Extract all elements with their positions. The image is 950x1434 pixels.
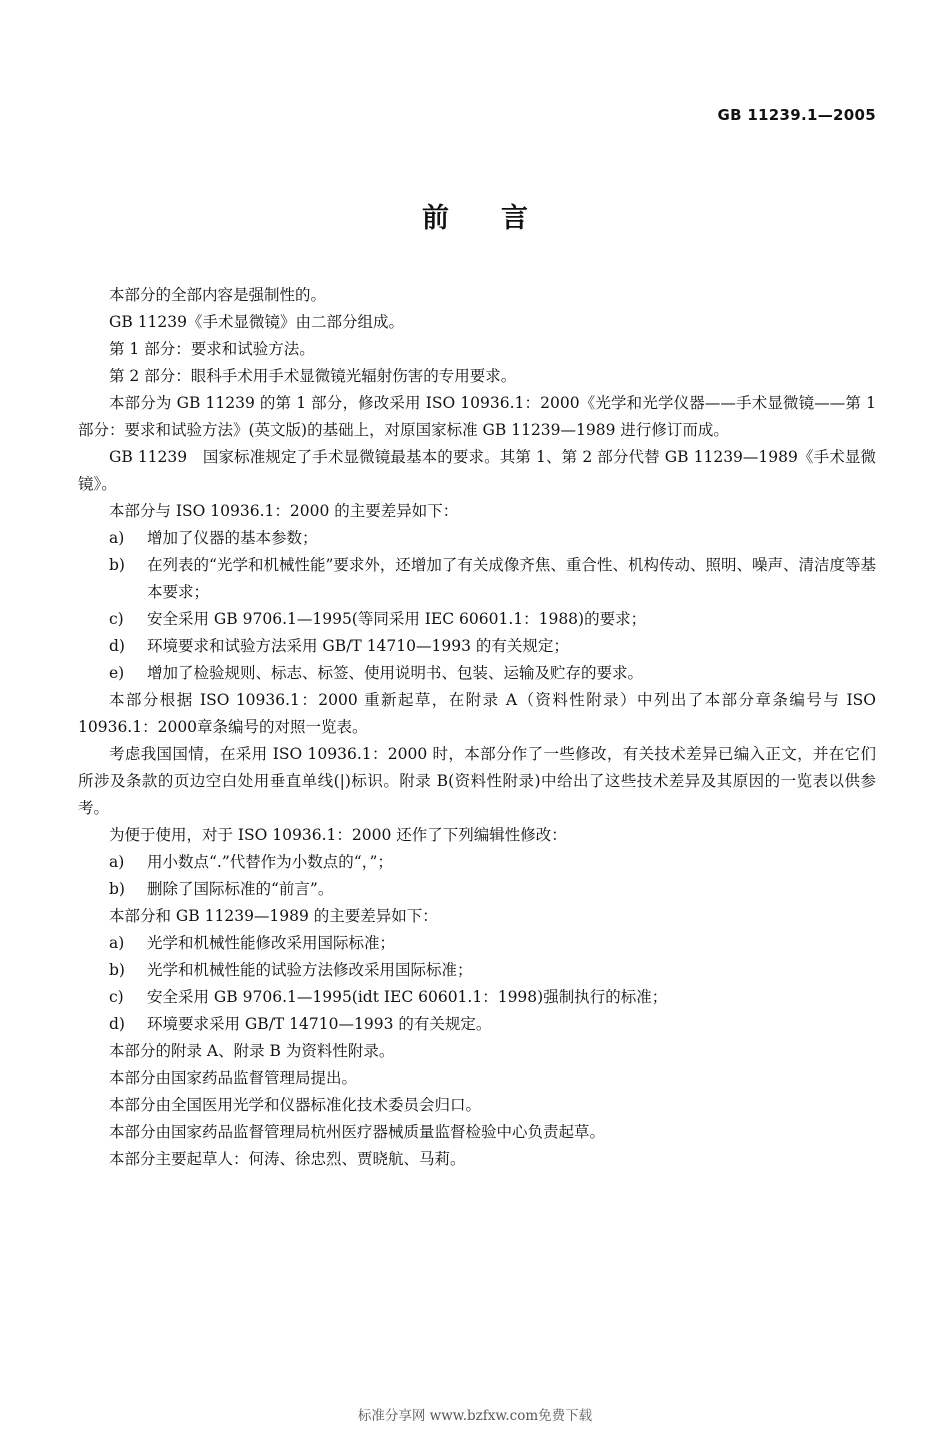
list-item-text: 光学和机械性能修改采用国际标准； — [147, 934, 396, 952]
list-marker: a) — [109, 934, 125, 952]
list-item-text: 安全采用 GB 9706.1—1995(idt IEC 60601.1：1998)强制执行的标准； — [147, 988, 668, 1006]
list-marker: b) — [109, 961, 125, 979]
list-item — [78, 876, 876, 903]
paragraph: 第 1 部分：要求和试验方法。 — [109, 340, 315, 358]
list-marker: e) — [109, 664, 125, 682]
list-item — [78, 930, 876, 957]
paragraph: GB 11239《手术显微镜》由二部分组成。 — [109, 313, 405, 331]
paragraph: GB 11239 国家标准规定了手术显微镜最基本的要求。其第 1、第 2 部分代替 GB 11239—1989《手术显微镜》。 — [78, 448, 876, 493]
list-marker: a) — [109, 529, 125, 547]
list-item — [78, 552, 876, 606]
paragraph: 本部分与 ISO 10936.1：2000 的主要差异如下： — [109, 502, 459, 520]
list-marker: d) — [109, 1015, 125, 1033]
list-marker: b) — [109, 556, 125, 574]
list-marker: b) — [109, 880, 125, 898]
list-item-text: 用小数点“.”代替作为小数点的“，”； — [147, 853, 393, 871]
foreword-body — [78, 282, 876, 1173]
paragraph: 本部分为 GB 11239 的第 1 部分，修改采用 ISO 10936.1：2000《光学和光学仪器——手术显微镜——第 1 部分：要求和试验方法》(英文版)的基础上，对原国家标准 GB 11239—1989 进行修订而成。 — [78, 394, 876, 439]
list-item — [78, 606, 876, 633]
list-item — [78, 1011, 876, 1038]
list-item-text: 增加了仪器的基本参数； — [147, 529, 318, 547]
standard-code: GB 11239.1—2005 — [717, 106, 876, 124]
list-item-text: 删除了国际标准的“前言”。 — [147, 880, 334, 898]
list-item-text: 安全采用 GB 9706.1—1995(等同采用 IEC 60601.1：1988)的要求； — [147, 610, 647, 628]
list-item-text: 在列表的“光学和机械性能”要求外，还增加了有关成像齐焦、重合性、机构传动、照明、噪声、清洁度等基本要求； — [147, 556, 876, 601]
paragraph: 本部分根据 ISO 10936.1：2000 重新起草，在附录 A（资料性附录）中列出了本部分章条编号与 ISO 10936.1：2000章条编号的对照一览表。 — [78, 691, 876, 736]
list-marker: a) — [109, 853, 125, 871]
paragraph: 本部分由全国医用光学和仪器标准化技术委员会归口。 — [109, 1096, 482, 1114]
list-item — [78, 984, 876, 1011]
footer-watermark[interactable]: 标准分享网 www.bzfxw.com免费下载 — [357, 1408, 593, 1424]
paragraph: 本部分的全部内容是强制性的。 — [109, 286, 327, 304]
list-item-text: 环境要求采用 GB/T 14710—1993 的有关规定。 — [147, 1015, 492, 1033]
list-item — [78, 633, 876, 660]
paragraph: 本部分由国家药品监督管理局提出。 — [109, 1069, 358, 1087]
list-item — [78, 525, 876, 552]
paragraph: 本部分由国家药品监督管理局杭州医疗器械质量监督检验中心负责起草。 — [109, 1123, 606, 1141]
list-item — [78, 660, 876, 687]
paragraph: 本部分的附录 A、附录 B 为资料性附录。 — [109, 1042, 395, 1060]
page-title: 前言 — [422, 203, 580, 234]
list-item — [78, 957, 876, 984]
list-marker: c) — [109, 988, 124, 1006]
list-item-text: 环境要求和试验方法采用 GB/T 14710—1993 的有关规定； — [147, 637, 569, 655]
list-marker: d) — [109, 637, 125, 655]
paragraph: 第 2 部分：眼科手术用手术显微镜光辐射伤害的专用要求。 — [109, 367, 517, 385]
list-item-text: 增加了检验规则、标志、标签、使用说明书、包装、运输及贮存的要求。 — [147, 664, 644, 682]
list-item — [78, 849, 876, 876]
list-item-text: 光学和机械性能的试验方法修改采用国际标准； — [147, 961, 473, 979]
paragraph: 本部分和 GB 11239—1989 的主要差异如下： — [109, 907, 438, 925]
paragraph: 为便于使用，对于 ISO 10936.1：2000 还作了下列编辑性修改： — [109, 826, 567, 844]
paragraph: 考虑我国国情，在采用 ISO 10936.1：2000 时，本部分作了一些修改，有关技术差异已编入正文，并在它们所涉及条款的页边空白处用垂直单线(|)标识。附录 B(资料性附录)中给出了这些技术差异及其原因的一览表以供参考。 — [78, 745, 876, 817]
paragraph: 本部分主要起草人：何涛、徐忠烈、贾晓航、马莉。 — [109, 1150, 466, 1168]
list-marker: c) — [109, 610, 124, 628]
